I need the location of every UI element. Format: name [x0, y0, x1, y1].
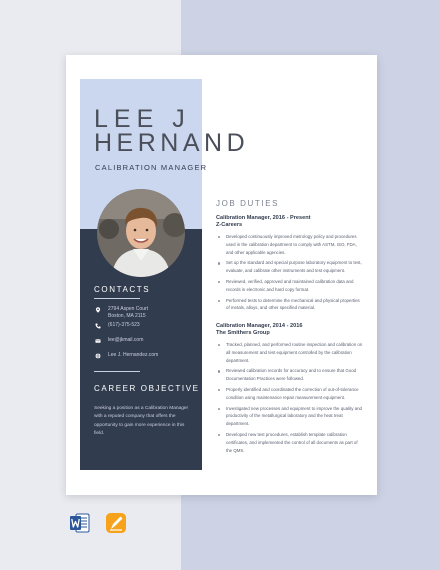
- list-item: Developed continuously improved metrology policy and procedures used in the calibration department to comply with ASTM, ISO, FDA, and other applicable agencies.: [216, 233, 364, 256]
- job-1-duties-list: [216, 233, 364, 312]
- email-address: lee@jkmail.com: [108, 337, 144, 343]
- list-item: Developed new test procedures, establish template calibration certificates, and implemented the control of all documents as part of the QMS.: [216, 431, 364, 454]
- contact-address: [94, 306, 148, 319]
- job-title: CALIBRATION MANAGER: [95, 163, 208, 172]
- list-item: Investigated new processes and equipment to improve the quality and productivity of the metallurgical laboratory and the heat treat department.: [216, 405, 364, 428]
- job-entry-2: [216, 323, 364, 457]
- job-2-duties-list: [216, 341, 364, 454]
- website-url: Lee J. Hernandez.com: [108, 352, 159, 358]
- career-objective-heading: CAREER OBJECTIVE: [94, 384, 200, 393]
- contact-website: [94, 352, 158, 360]
- profile-photo-image: [97, 189, 185, 277]
- list-item: Reviewed calibration records for accuracy and to ensure that Good Documentation Practices were followed.: [216, 367, 364, 383]
- list-item: Reviewed, verified, approved and maintained calibration data and records in electronic and hard copy format.: [216, 278, 364, 294]
- app-format-icons: [69, 512, 127, 534]
- last-name: HERNAND: [94, 129, 250, 157]
- contact-phone: [94, 322, 140, 330]
- job-2-company: The Smithers Group: [216, 329, 270, 336]
- location-pin-icon: [94, 306, 102, 314]
- job-entry-1: [216, 215, 364, 315]
- list-item: Performed tests to determine the mechanical and physical properties of metals, alloys, and other specified material.: [216, 297, 364, 313]
- profile-photo: [97, 189, 185, 277]
- contacts-divider: [94, 298, 140, 299]
- list-item: Properly identified and coordinated the correction of out-of-tolerance condition using maintenance repair measurement equipment.: [216, 386, 364, 402]
- phone-icon: [94, 322, 102, 330]
- job-1-company: Z-Careers: [216, 221, 243, 228]
- ms-word-icon[interactable]: [69, 512, 91, 534]
- first-name: LEE J: [94, 105, 191, 133]
- resume-page: [66, 55, 377, 495]
- career-divider: [94, 371, 140, 372]
- address-line-1: 2794 Aspen Court: [108, 306, 149, 312]
- apple-pages-icon[interactable]: [105, 512, 127, 534]
- globe-icon: [94, 352, 102, 360]
- email-icon: [94, 337, 102, 345]
- list-item: Set up the standard and special purpose laboratory equipment to test, evaluate, and calibrate other instruments and test equipment.: [216, 259, 364, 275]
- career-objective-text: Seeking a position as a Calibration Manager with a reputed company that offers the opportunity to gain more experience in this field.: [94, 406, 189, 436]
- phone-number: (617)-375-523: [108, 322, 140, 328]
- job-1-role: Calibration Manager, 2016 - Present: [216, 215, 311, 221]
- list-item: Tracked, planned, and performed routine inspection and calibration on all measurement and test equipment controlled by the calibration department.: [216, 341, 364, 364]
- job-duties-heading: JOB DUTIES: [216, 199, 280, 208]
- contact-email: [94, 337, 143, 345]
- job-2-role: Calibration Manager, 2014 - 2016: [216, 323, 303, 329]
- address-line-2: Boston, MA 2115: [108, 312, 146, 319]
- contacts-heading: CONTACTS: [94, 285, 151, 294]
